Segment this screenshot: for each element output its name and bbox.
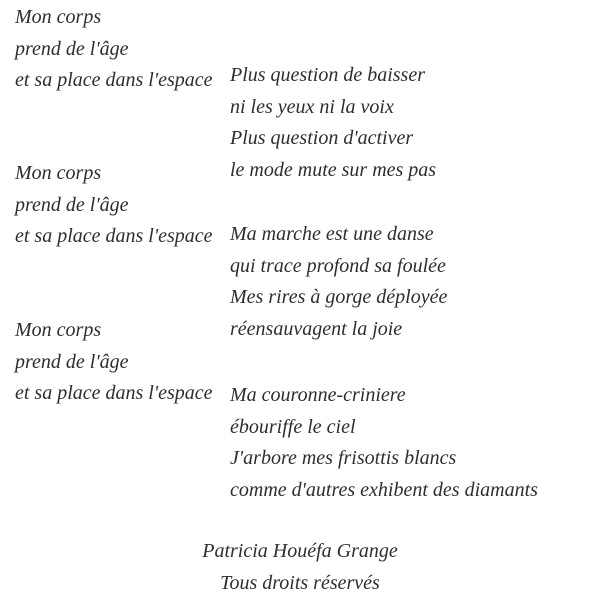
poem-line: ébouriffe le ciel [230,415,356,438]
poem-line: Mon corps [15,6,102,28]
poem-line: ni les yeux ni la voix [230,95,394,118]
stanza-block-1 [230,60,436,186]
author-name: Patricia Houéfa Grange [202,540,398,562]
poem-line: et sa place dans l'espace [15,382,213,404]
poem-line: réensauvagent la joie [230,317,403,340]
poem-line: prend de l'âge [15,193,129,216]
refrain-block-3 [15,315,213,410]
poem-line: J'arbore mes frisottis blancs [230,447,457,469]
rights-notice: Tous droits réservés [220,571,380,594]
poem-line: prend de l'âge [15,350,129,373]
poem-line: Plus question d'activer [230,127,414,149]
poem-line: Mon corps [15,162,102,184]
credits-block [0,536,600,599]
poem-line: Ma marche est une danse [230,223,434,245]
poem-line: comme d'autres exhibent des diamants [230,478,538,501]
refrain-block-1 [15,2,213,97]
poem-line: et sa place dans l'espace [15,225,213,247]
stanza-block-2 [230,219,447,345]
poem-line: prend de l'âge [15,37,129,60]
poem-line: Mes rires à gorge déployée [230,286,448,308]
refrain-block-2 [15,158,213,253]
poem-line: Ma couronne-criniere [230,384,406,406]
poem-line: Plus question de baisser [230,64,425,86]
poem-line: et sa place dans l'espace [15,69,213,91]
poem-line: le mode mute sur mes pas [230,158,437,181]
stanza-block-3 [230,380,538,506]
poem-line: qui trace profond sa foulée [230,254,446,277]
poem-line: Mon corps [15,319,102,341]
